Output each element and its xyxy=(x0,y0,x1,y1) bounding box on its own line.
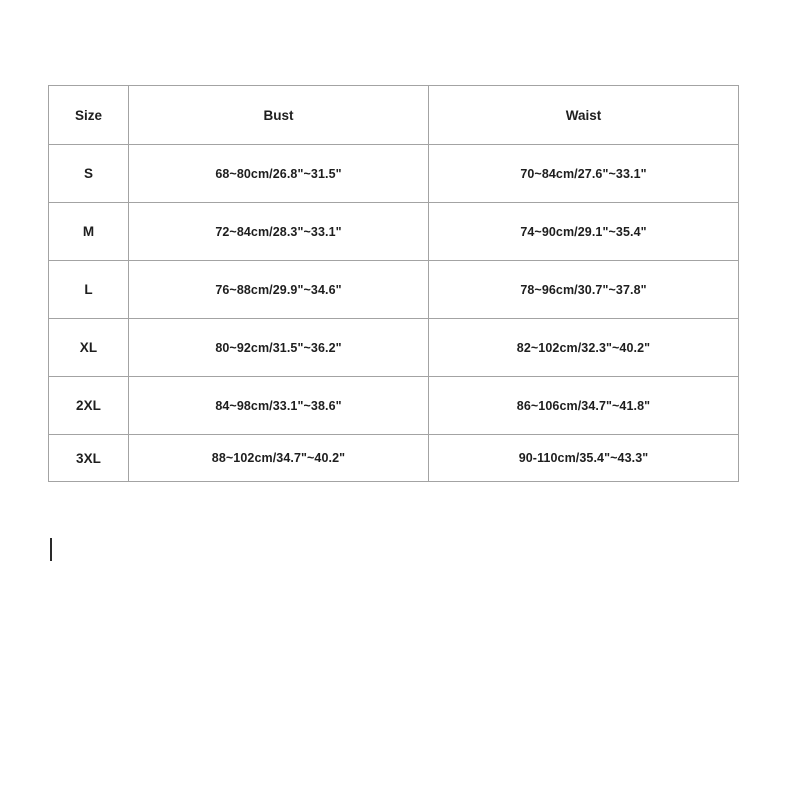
size-label: S xyxy=(49,145,129,203)
size-chart-table xyxy=(48,85,739,482)
text-cursor xyxy=(50,538,52,561)
waist-value: 82~102cm/32.3"~40.2" xyxy=(429,319,739,377)
waist-value: 74~90cm/29.1"~35.4" xyxy=(429,203,739,261)
bust-value: 84~98cm/33.1"~38.6" xyxy=(129,377,429,435)
size-label: 2XL xyxy=(49,377,129,435)
table-row-3xl xyxy=(49,435,739,482)
bust-value: 68~80cm/26.8"~31.5" xyxy=(129,145,429,203)
column-header-size: Size xyxy=(49,86,129,145)
waist-value: 90-110cm/35.4"~43.3" xyxy=(429,435,739,482)
waist-value: 78~96cm/30.7"~37.8" xyxy=(429,261,739,319)
column-header-bust: Bust xyxy=(129,86,429,145)
header-row xyxy=(49,86,739,145)
waist-value: 70~84cm/27.6"~33.1" xyxy=(429,145,739,203)
table-row-xl xyxy=(49,319,739,377)
column-header-waist: Waist xyxy=(429,86,739,145)
bust-value: 72~84cm/28.3"~33.1" xyxy=(129,203,429,261)
size-label: L xyxy=(49,261,129,319)
size-label: 3XL xyxy=(49,435,129,482)
table-row-s xyxy=(49,145,739,203)
bust-value: 76~88cm/29.9"~34.6" xyxy=(129,261,429,319)
size-label: XL xyxy=(49,319,129,377)
size-label: M xyxy=(49,203,129,261)
table-row-m xyxy=(49,203,739,261)
table-row-l xyxy=(49,261,739,319)
bust-value: 88~102cm/34.7"~40.2" xyxy=(129,435,429,482)
bust-value: 80~92cm/31.5"~36.2" xyxy=(129,319,429,377)
table-row-2xl xyxy=(49,377,739,435)
waist-value: 86~106cm/34.7"~41.8" xyxy=(429,377,739,435)
